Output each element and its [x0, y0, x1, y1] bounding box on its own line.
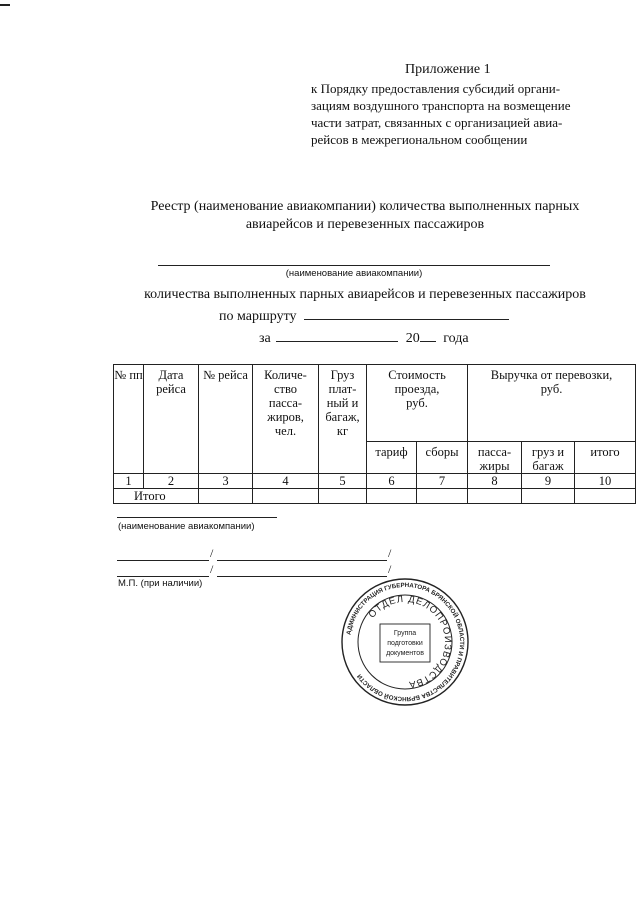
register-subheading: количества выполненных парных авиарейсов и перевезенных пассажиров	[144, 287, 586, 302]
col-header-cargo-baggage: груз и багаж	[522, 442, 575, 474]
signature-separator: /	[388, 562, 392, 576]
appendix-line: части затрат, связанных с организацией авиа-	[311, 115, 563, 130]
col-header-total: итого	[575, 442, 636, 474]
total-cell[interactable]	[575, 489, 636, 504]
col-number: 2	[144, 474, 199, 489]
period-field[interactable]	[276, 327, 398, 342]
stamp-center-line: документов	[386, 650, 424, 657]
signature-position-line[interactable]	[117, 560, 209, 561]
col-header-tariff: тариф	[367, 442, 417, 474]
col-header-flight: № рейса	[199, 365, 253, 474]
col-header-no: № пп	[114, 365, 144, 474]
signature-separator: /	[388, 546, 392, 560]
stamp-center-line: подготовки	[387, 640, 423, 647]
col-header-passengers: пасса-жиры	[468, 442, 522, 474]
period-year-field[interactable]	[420, 327, 436, 342]
register-table	[113, 364, 636, 504]
col-number: 10	[575, 474, 636, 489]
col-number: 4	[253, 474, 319, 489]
total-cell[interactable]	[199, 489, 253, 504]
appendix-text	[311, 80, 631, 148]
airline-name-caption: (наименование авиакомпании)	[285, 268, 423, 279]
office-stamp	[340, 577, 470, 707]
register-heading-line: Реестр (наименование авиакомпании) количества выполненных парных	[150, 199, 580, 214]
total-cell[interactable]	[417, 489, 468, 504]
total-cell[interactable]	[522, 489, 575, 504]
signature-name-line[interactable]	[217, 560, 387, 561]
scan-mark	[0, 4, 10, 6]
seal-label: М.П. (при наличии)	[118, 578, 203, 589]
route-label: по маршруту	[219, 309, 297, 324]
col-number: 5	[319, 474, 367, 489]
footer-airline-line[interactable]	[117, 517, 277, 518]
stamp-outer-text: АДМИНИСТРАЦИЯ ГУБЕРНАТОРА БРЯНСКОЙ ОБЛАСТИ И ПРАВИТЕЛЬСТВА БРЯНСКОЙ ОБЛАСТИ	[345, 581, 466, 703]
period-prefix: за	[259, 331, 271, 346]
stamp-center-line: Группа	[393, 630, 417, 637]
stamp-dept-text: ОТДЕЛ ДЕЛОПРОИЗВОДСТВА	[366, 593, 454, 690]
col-number: 7	[417, 474, 468, 489]
signature-separator: /	[210, 546, 214, 560]
airline-name-line[interactable]	[158, 265, 550, 266]
route-row	[219, 305, 509, 326]
period-row	[259, 327, 469, 348]
signature-separator: /	[210, 562, 214, 576]
route-field[interactable]	[304, 305, 509, 320]
total-row-label: Итого	[114, 489, 199, 504]
appendix-line: зациям воздушного транспорта на возмещение	[311, 98, 571, 113]
col-number: 6	[367, 474, 417, 489]
col-header-passenger-count: Количе-ство пасса-жиров, чел.	[253, 365, 319, 474]
col-number: 1	[114, 474, 144, 489]
col-header-cargo: Груз плат-ный и багаж, кг	[319, 365, 367, 474]
register-heading-line: авиарейсов и перевезенных пассажиров	[245, 217, 485, 232]
appendix-line: рейсов в межрегиональном сообщении	[311, 132, 528, 147]
total-cell[interactable]	[319, 489, 367, 504]
footer-airline-caption: (наименование авиакомпании)	[118, 521, 255, 532]
col-header-date: Дата рейса	[144, 365, 199, 474]
register-heading	[100, 198, 630, 234]
col-header-revenue: Выручка от перевозки, руб.	[468, 365, 636, 442]
total-cell[interactable]	[253, 489, 319, 504]
col-header-cost: Стоимость проезда, руб.	[367, 365, 468, 442]
col-number: 3	[199, 474, 253, 489]
total-cell[interactable]	[468, 489, 522, 504]
col-header-fees: сборы	[417, 442, 468, 474]
appendix-title: Приложение 1	[405, 62, 491, 77]
appendix-line: к Порядку предоставления субсидий органи-	[311, 81, 561, 96]
col-number: 9	[522, 474, 575, 489]
col-number: 8	[468, 474, 522, 489]
signature-sign-line[interactable]	[117, 576, 209, 577]
period-year: 20	[405, 331, 420, 346]
total-cell[interactable]	[367, 489, 417, 504]
period-suffix: года	[443, 331, 469, 346]
